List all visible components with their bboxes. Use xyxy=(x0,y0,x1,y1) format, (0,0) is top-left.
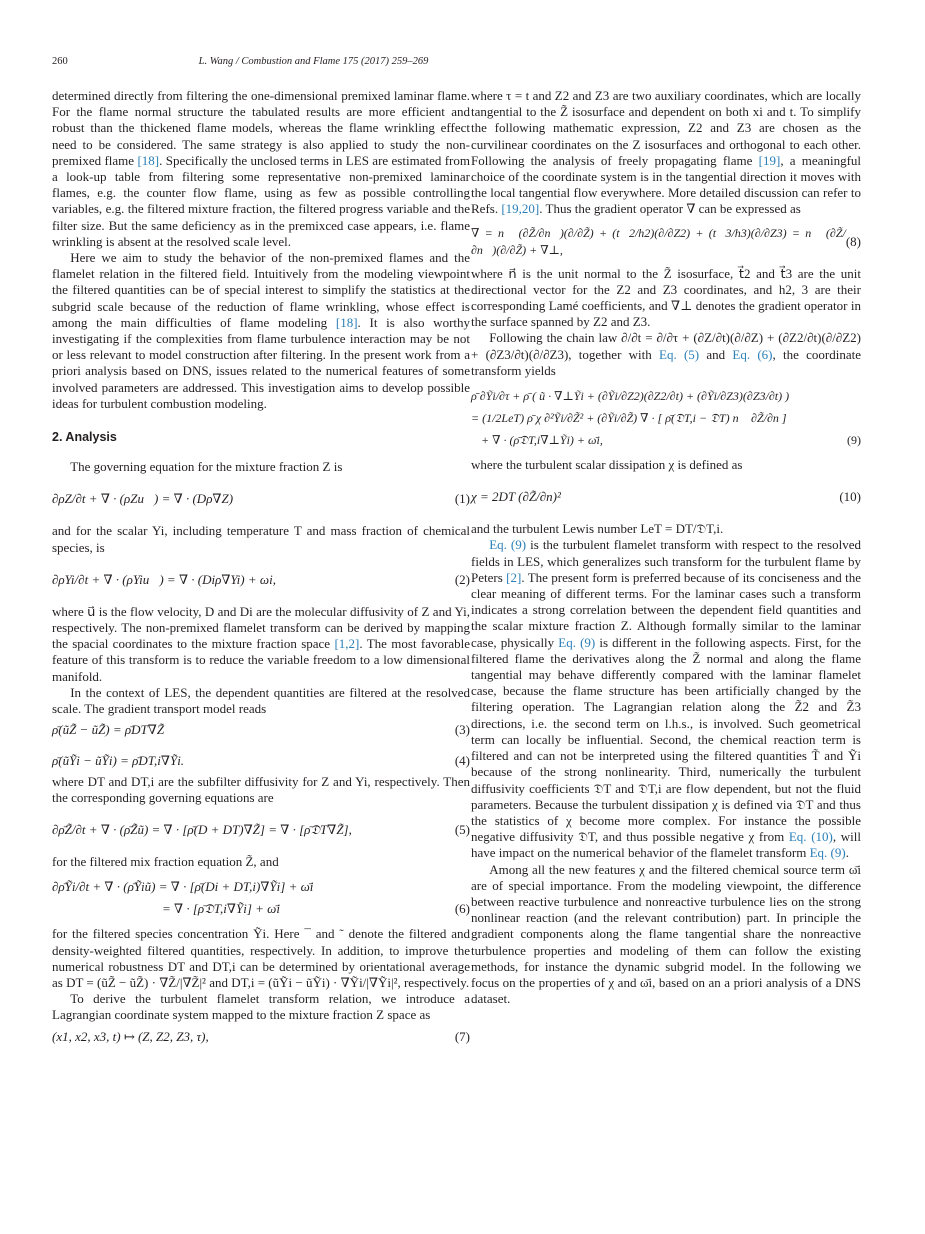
paragraph: where n⃗ is the unit normal to the Z̃ isosurface, t⃗2 and t⃗3 are the unit directional vector for the Z2 and Z3 coordinates, and h2, 3 are their corresponding Lamé coefficients, and ∇⊥ denotes the gradient operator in the surface spanned by Z2 and Z3. xyxy=(471,265,861,330)
page-number: 260 xyxy=(52,56,68,67)
paragraph: where τ = t and Z2 and Z3 are two auxiliary coordinates, which are locally tangential to the Z̃ isosurface and dependent on both xi and t. To simplify the following mathematic expression, Z2 and Z3 are chosen as the curvilinear coordinates on the Z isosurfaces and orthogonal to each other. Following the analysis of freely propagating flame [19], a meaningful choice of the coordinate system is in the tangential direction it moves with the local tangential flow everywhere. More detailed discussion can refer to Refs. [19,20]. Thus the gradient operator ∇ can be expressed as xyxy=(471,88,862,217)
equation-number: (10) xyxy=(839,489,861,505)
equation-body: ρ̄(ũZ̃ − ũZ̃) = ρ̄DT∇Z̃ xyxy=(52,722,165,738)
equation-body: ∂ρYi/∂t + ∇ · (ρYiu⃗) = ∇ · (Diρ∇Yi) + ωi, xyxy=(52,571,276,587)
equation-number: (6) xyxy=(454,901,470,917)
citation-link[interactable]: [18] xyxy=(335,314,358,330)
equation-number: (3) xyxy=(454,722,470,738)
equation-number: (7) xyxy=(454,1028,470,1044)
equation-number: (2) xyxy=(454,571,470,587)
equation-body: (x1, x2, x3, t) ↦ (Z, Z2, Z3, τ), xyxy=(52,1028,209,1044)
equation-number: (5) xyxy=(454,822,470,837)
equation-body: ∂ρ̄Z̃/∂t + ∇ · (ρ̄Z̃ũ) = ∇ · [ρ̄(D + DT)∇Z̃] = ∇ · [ρ̄𝔇T∇Z̃], xyxy=(52,822,352,837)
equation-3 xyxy=(52,722,470,738)
equation-number: (4) xyxy=(454,752,470,768)
equation-link[interactable]: Eq. (10) xyxy=(788,829,833,845)
equation-body: ∂ρZ/∂t + ∇ · (ρZu⃗) = ∇ · (Dρ∇Z) xyxy=(52,491,234,507)
equation-link[interactable]: Eq. (6) xyxy=(732,346,773,362)
equation-6 xyxy=(52,876,470,920)
equation-8 xyxy=(471,223,861,261)
equation-7 xyxy=(52,1029,470,1045)
equation-link[interactable]: Eq. (9) xyxy=(489,537,527,553)
paragraph: Here we aim to study the behavior of the non-premixed flames and the flamelet relation in the filtered field. Intuitively from the modeling viewpoint the filtered quantities can be of special interest to simplify the statistics at the subgrid scale because of the reduction of flame wrinkling, whose effect is among the main difficulties of flame modeling [18]. It is also worthy investigating if the complexities from flame turbulence interaction may be not or less relevant to model construction after filtering. In the present work from a priori analysis based on DNS, issues related to the numerical features of some involved parameters are addressed. This investigation aims to develop possible ideas for turbulent combustion modeling. xyxy=(52,250,471,411)
paragraph: and for the scalar Yi, including temperature T and mass fraction of chemical species, is xyxy=(52,523,470,555)
running-title: L. Wang / Combustion and Flame 175 (2017) 259–269 xyxy=(198,56,429,67)
paragraph: for the filtered mix fraction equation Z̃, and xyxy=(52,854,279,870)
equation-4 xyxy=(52,753,470,769)
paragraph: Among all the new features χ and the filtered chemical source term ω̄i are of special importance. From the modeling viewpoint, the difference between reactive turbulence and nonreactive turbulence lies on the strong nonlinear reaction (and the relevant contribution) part. In principle the gradient components along the flame tangential share the nonreactive turbulence properties and modeling of them can follow the existing methods, for instance the dynamic subgrid model. In the following we focus on the properties of χ and ω̄i, based on an a priori analysis of a DNS dataset. xyxy=(471,861,861,1007)
equation-9 xyxy=(471,385,861,451)
equation-1 xyxy=(52,480,470,518)
equation-body: ∂ρ̄Ỹi/∂t + ∇ · (ρ̄Ỹiũ) = ∇ · [ρ̄(Di + DT,i)∇Ỹi] + ω̄i xyxy=(52,879,314,895)
paragraph: In the context of LES, the dependent quantities are filtered at the resolved scale. The gradient transport model reads xyxy=(52,684,470,717)
equation-number: (1) xyxy=(454,491,470,507)
citation-link[interactable]: [19,20] xyxy=(501,201,540,217)
paragraph: and the turbulent Lewis number LeT = DT/𝔇T,i. xyxy=(471,521,724,537)
section-heading: 2. Analysis xyxy=(52,430,117,445)
equation-body: + ∇ · (ρ̄𝔇T,i∇⊥Ỹi) + ω̄i, xyxy=(481,433,603,448)
paragraph: Following the chain law ∂/∂t = ∂/∂τ + (∂Z/∂t)(∂/∂Z) + (∂Z2/∂t)(∂/∂Z2) + (∂Z3/∂t)(∂/∂Z3), together with Eq. (5) and Eq. (6), the coordinate transform yields xyxy=(471,330,862,378)
paragraph: where DT and DT,i are the subfilter diffusivity for Z and Yi, respectively. Then the corresponding governing equations are xyxy=(52,773,470,805)
equation-body: = (1/2LeT) ρ̄ χ ∂²Ỹi/∂Z̃² + (∂Ỹi/∂Z̃) ∇ · [ ρ̄(𝔇T,i − 𝔇T) n⃗ ∂Z̃/∂n ] xyxy=(471,411,787,426)
citation-link[interactable]: [1,2] xyxy=(334,636,360,652)
citation-link[interactable]: [19] xyxy=(758,152,781,168)
equation-body: ∇ = n⃗ (∂Z̃/∂n⃗)(∂/∂Z̃) + (t⃗2/h2)(∂/∂Z2) + (t⃗3/h3)(∂/∂Z3) = n⃗ (∂Z̃/∂n⃗)(∂/∂Z̃) + ∇⊥, xyxy=(471,226,846,257)
equation-2 xyxy=(52,561,470,599)
equation-link[interactable]: Eq. (9) xyxy=(809,845,846,861)
equation-body: ρ̄ ∂Ỹi/∂τ + ρ̄ ( ũ · ∇⊥Ỹi + (∂Ỹi/∂Z2)(∂Z2/∂t) + (∂Ỹi/∂Z3)(∂Z3/∂t) ) xyxy=(471,389,790,404)
citation-link[interactable]: [2] xyxy=(506,569,522,585)
paragraph: To derive the turbulent flamelet transform relation, we introduce a Lagrangian coordinate system mapped to the mixture fraction Z space as xyxy=(52,991,470,1023)
paragraph: where u⃗ is the flow velocity, D and Di are the molecular diffusivity of Z and Yi, respectively. The non-premixed flamelet transform can be derived by mapping the spacial coordinates to the mixture fraction space [1,2]. The most favorable feature of this transform is to reduce the variable freedom to a low dimensional manifold. xyxy=(52,603,471,684)
paragraph: for the filtered species concentration Ỹi. Here ¯ and ˜ denote the filtered and density-weighted filtered quantities, respectively. In addition, to improve the numerical robustness DT and DT,i can be determined by orientational average as DT = (ũZ̃ − ũZ̃) · ∇Z̃/|∇Z̃|² and DT,i = (ũỸi − ũỸi) · ∇Ỹi/|∇Ỹi|², respectively. xyxy=(52,926,470,990)
paragraph: determined directly from filtering the one-dimensional premixed laminar flame. For the flame normal structure the tabulated results are more efficient and robust than the thickened flame models, whereas the flame wrinkling effect need to be considered. The same strategy is also applied to study the non-premixed flame [18]. Specifically the unclosed terms in LES are estimated from a look-up table from filtering some representative non-premixed laminar flames, e.g. the counter flow flame, using as few as possible controlling variables, e.g. the filtered mixture fraction, the filtered progress variable and the filter size. But the same deficiency as in the premixced case appears, i.e. flame wrinkling is absent at the resolved scale level. xyxy=(52,88,471,249)
equation-number: (9) xyxy=(847,433,861,448)
equation-5 xyxy=(52,811,470,849)
citation-link[interactable]: [18] xyxy=(137,152,160,168)
equation-link[interactable]: Eq. (5) xyxy=(659,346,700,362)
equation-number: (8) xyxy=(845,233,861,249)
equation-body: ρ̄(ũỸi − ũỸi) = ρ̄DT,i∇Ỹi. xyxy=(52,752,185,768)
paragraph: The governing equation for the mixture fraction Z is xyxy=(70,459,343,475)
right-column xyxy=(471,88,861,1007)
equation-10 xyxy=(471,478,861,516)
paragraph: Eq. (9) is the turbulent flamelet transform with respect to the resolved fields in LES, which generalizes such transform for the turbulent flame by Peters [2]. The present form is preferred because of its conciseness and the clear meaning of different terms. For the laminar cases such a transform indicates a strong correlation between the dependent field quantities and the scalar mixture fraction Z. Although formally similar to the laminar case, physically Eq. (9) is different in the following aspects. First, for the filtered flame the derivatives along the Z̃ normal and along the flame tangential may behave differently compared with the laminar flamelet case, because the flame structure has been artificially changed by the filtering operation. The Lagrangian relation along the Z̃2 and Z̃3 directions, i.e. the second term on l.h.s., is involved. Such geometrical term can locally be influential. Second, the chemical reaction term is filtered and can not be interpreted using the filtered quantities T̃ and Ỹi because of the strong nonlinearity. Third, numerically the turbulent diffusivity coefficients 𝔇T and 𝔇T,i are flow dependent, but not the fluid parameters. Because the turbulent dissipation χ is defined via 𝔇T and thus the statistics of χ become more complex. For instance the possible negative diffusivity 𝔇T, and thus possible negative χ from Eq. (10), will have impact on the numerical behavior of the flamelet transform Eq. (9). xyxy=(471,537,861,861)
paragraph: where the turbulent scalar dissipation χ is defined as xyxy=(471,457,743,473)
equation-body: = ∇ · [ρ̄𝔇T,i∇Ỹi] + ω̄i xyxy=(162,901,280,917)
left-column xyxy=(52,88,470,1050)
equation-body: χ = 2DT (∂Z̃/∂n)² xyxy=(471,489,561,505)
equation-link[interactable]: Eq. (9) xyxy=(558,634,596,650)
